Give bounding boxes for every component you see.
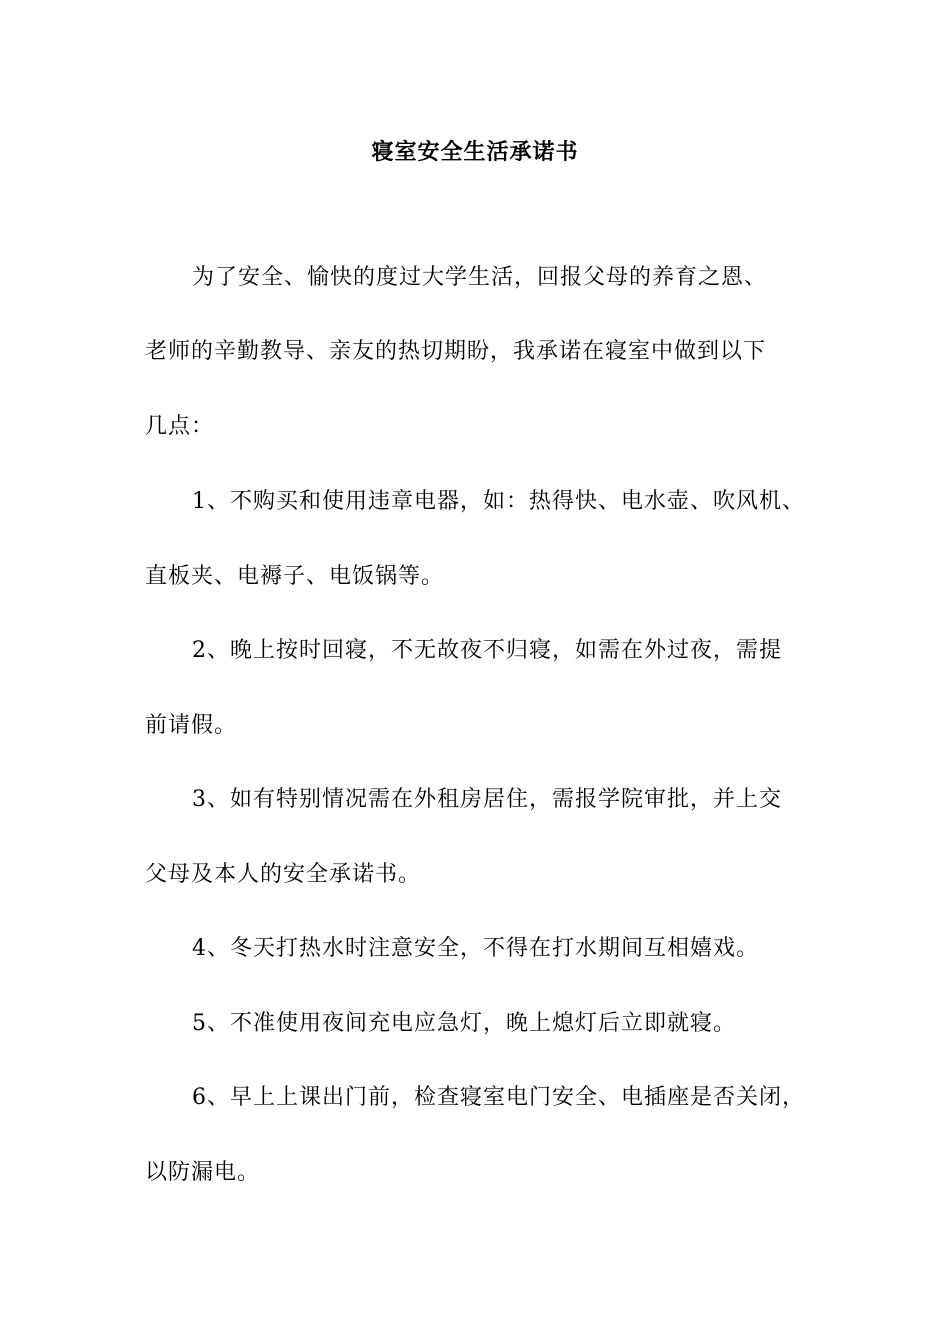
paragraph-line: 父母及本人的安全承诺书。: [145, 862, 422, 887]
paragraph-line: 1、不购买和使用违章电器，如：热得快、电水壶、吹风机、: [192, 489, 805, 514]
paragraph-line: 老师的辛勤教导、亲友的热切期盼，我承诺在寝室中做到以下: [145, 339, 767, 364]
paragraph-line: 6、早上上课出门前，检查寝室电门安全、电插座是否关闭，: [192, 1085, 805, 1110]
paragraph-line: 前请假。: [145, 713, 238, 738]
paragraph-line: 2、晚上按时回寝，不无故夜不归寝，如需在外过夜，需提: [192, 638, 782, 663]
paragraph-line: 4、冬天打热水时注意安全，不得在打水期间互相嬉戏。: [192, 936, 759, 961]
paragraph-line: 以防漏电。: [145, 1160, 261, 1185]
paragraph-line: 3、如有特别情况需在外租房居住，需报学院审批，并上交: [192, 787, 782, 812]
paragraph-line: 为了安全、愉快的度过大学生活，回报父母的养育之恩、: [192, 265, 768, 290]
paragraph-line: 几点：: [145, 414, 215, 439]
paragraph-line: 直板夹、电褥子、电饭锅等。: [145, 564, 445, 589]
paragraph-line: 5、不准使用夜间充电应急灯，晚上熄灯后立即就寝。: [192, 1011, 736, 1036]
document-title: 寝室安全生活承诺书: [371, 139, 579, 165]
